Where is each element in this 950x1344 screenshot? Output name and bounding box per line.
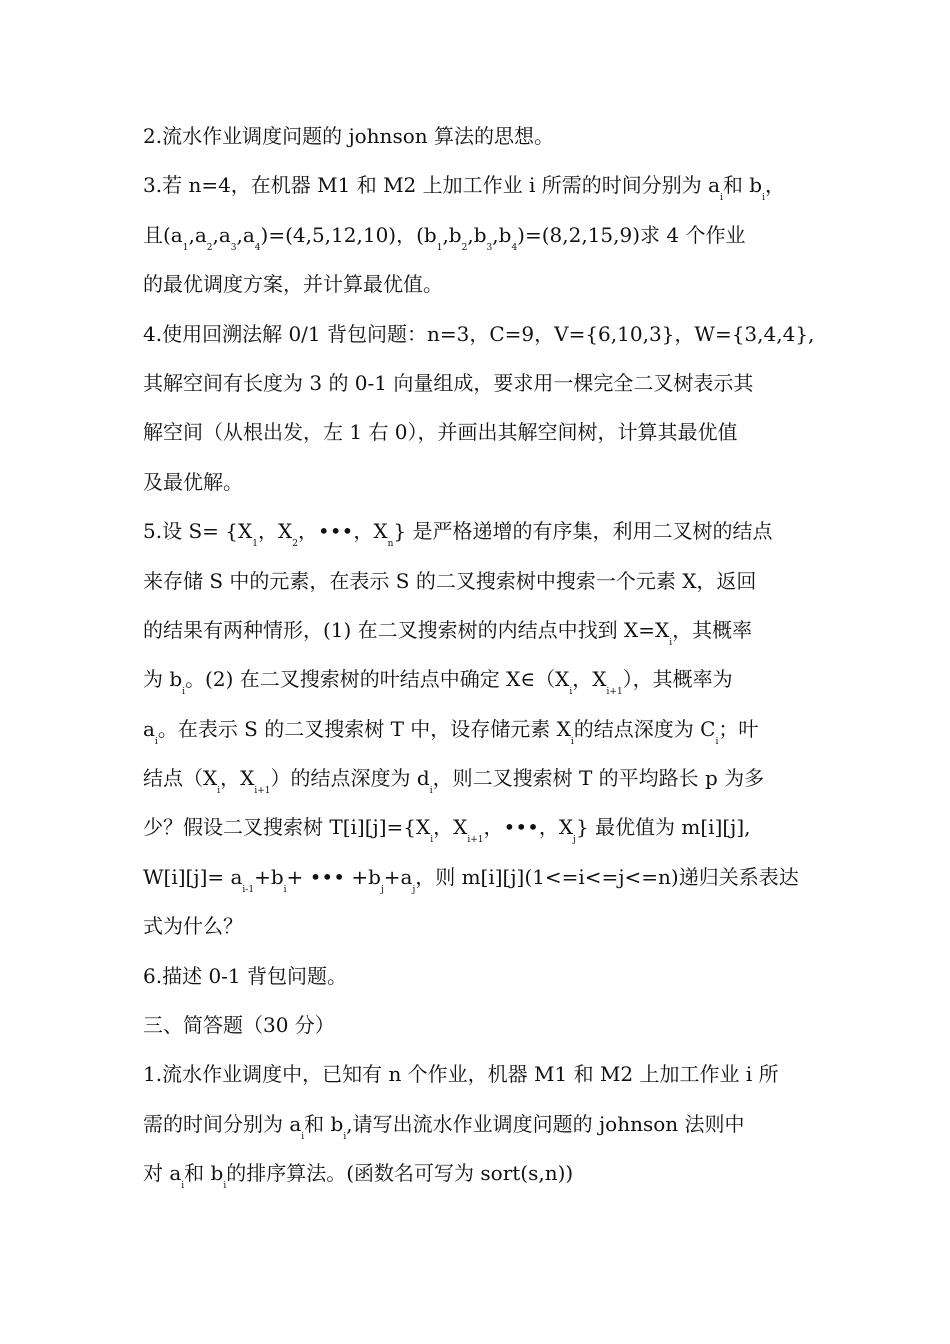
subscript: i xyxy=(181,1181,185,1192)
subscript: 1 xyxy=(182,242,189,253)
text-run: ，X xyxy=(257,519,293,544)
subscript: 3 xyxy=(230,242,237,253)
subscript: i xyxy=(715,736,719,747)
text-line xyxy=(143,655,813,704)
text-line xyxy=(143,211,813,260)
text-run: ,请写出流水作业调度问题的 johnson 法则中 xyxy=(346,1111,745,1136)
subscript: 2 xyxy=(206,242,213,253)
subscript: i xyxy=(569,687,573,698)
text-run: 其解空间有长度为 3 的 0-1 向量组成，要求用一棵完全二叉树表示其 xyxy=(143,370,754,395)
text-run: 对 a xyxy=(143,1161,182,1186)
text-line xyxy=(143,161,813,210)
text-line xyxy=(143,754,813,803)
text-run: ,b xyxy=(442,222,462,247)
text-line xyxy=(143,1050,813,1099)
text-line xyxy=(143,507,813,556)
text-run: 3.若 n=4，在机器 M1 和 M2 上加工作业 i 所需的时间分别为 a xyxy=(143,173,721,198)
text-run: ，其概率 xyxy=(672,617,753,642)
text-run: ,a xyxy=(212,222,231,247)
subscript: i xyxy=(669,637,673,648)
text-run: ，•••，X xyxy=(483,815,574,840)
subscript: i+1 xyxy=(254,786,271,797)
text-run: 的最优调度方案，并计算最优值。 xyxy=(143,272,443,297)
text-run: 的结果有两种情形，(1) 在二叉搜索树的内结点中找到 X=X xyxy=(143,617,670,642)
subscript: i+1 xyxy=(606,687,623,698)
text-run: ，•••，X xyxy=(297,519,388,544)
text-run: } 是严格递增的有序集，利用二叉树的结点 xyxy=(393,519,773,544)
text-run: ,a xyxy=(188,222,207,247)
text-run: 少？假设二叉搜索树 T[i][j]={X xyxy=(143,815,431,840)
text-run: 式为什么？ xyxy=(143,914,243,939)
text-run: 6.描述 0-1 背包问题。 xyxy=(143,963,348,988)
text-run: ，X xyxy=(220,766,255,791)
text-run: ,b xyxy=(492,222,512,247)
subscript: i xyxy=(223,1181,227,1192)
text-run: 的排序算法。(函数名可写为 sort(s,n)) xyxy=(226,1161,574,1186)
subscript: i xyxy=(182,687,186,698)
text-run: 和 b xyxy=(184,1161,224,1186)
text-line xyxy=(143,458,813,507)
text-run: } 最优值为 m[i][j], xyxy=(575,815,751,840)
subscript: j xyxy=(573,835,576,846)
text-run: ，则二叉搜索树 T 的平均路长 p 为多 xyxy=(432,766,765,791)
text-run: ,b xyxy=(467,222,487,247)
text-run: 为 b xyxy=(143,667,183,692)
text-run: ）的结点深度为 d xyxy=(270,766,430,791)
subscript: i-1 xyxy=(242,884,255,895)
text-line xyxy=(143,606,813,655)
subscript: 1 xyxy=(436,242,443,253)
subscript: i xyxy=(429,786,433,797)
subscript: 3 xyxy=(486,242,493,253)
text-line xyxy=(143,705,813,754)
subscript: i xyxy=(343,1131,347,1142)
subscript: 4 xyxy=(511,242,518,253)
text-run: ，X xyxy=(572,667,607,692)
text-run: ，则 m[i][j](1<=i<=j<=n)递归关系表达 xyxy=(415,864,799,889)
text-line xyxy=(143,803,813,852)
text-run: )=(8,2,15,9)求 4 个作业 xyxy=(517,222,746,247)
text-line xyxy=(143,557,813,606)
subscript: 4 xyxy=(254,242,261,253)
subscript: i xyxy=(720,193,723,204)
text-run: ；叶 xyxy=(718,716,759,741)
text-run: + ••• +b xyxy=(286,864,381,889)
text-line xyxy=(143,112,813,161)
text-run: )=(4,5,12,10)，(b xyxy=(260,222,437,247)
text-line xyxy=(143,1100,813,1149)
text-line xyxy=(143,260,813,309)
subscript: j xyxy=(380,884,384,895)
text-run: ），其概率为 xyxy=(622,667,733,692)
text-run: +a xyxy=(383,864,413,889)
text-line xyxy=(143,952,813,1001)
text-run: 需的时间分别为 a xyxy=(143,1111,302,1136)
text-run: a xyxy=(143,716,155,741)
subscript: i+1 xyxy=(467,835,484,846)
text-line xyxy=(143,1149,813,1198)
subscript: i xyxy=(283,884,287,895)
exam-content xyxy=(143,112,813,1199)
subscript: 2 xyxy=(292,539,298,550)
subscript: i xyxy=(301,1131,305,1142)
text-run: 及最优解。 xyxy=(143,469,243,494)
subscript: i xyxy=(217,786,221,797)
text-run: 1.流水作业调度中，已知有 n 个作业，机器 M1 和 M2 上加工作业 i 所 xyxy=(143,1062,779,1087)
text-run: 。(2) 在二叉搜索树的叶结点中确定 X∈（X xyxy=(185,667,570,692)
subscript: i xyxy=(430,835,434,846)
text-run: ， xyxy=(764,173,785,198)
text-run: 和 b xyxy=(722,173,763,198)
subscript: i xyxy=(570,736,574,747)
text-run: 4.使用回溯法解 0/1 背包问题：n=3，C=9，V={6,10,3}，W={3,4,4}, xyxy=(143,321,815,346)
text-run: 三、简答题（30 分） xyxy=(143,1013,335,1038)
text-run: 5.设 S= {X xyxy=(143,519,253,544)
section-heading xyxy=(143,1001,813,1050)
text-run: 结点（X xyxy=(143,766,218,791)
subscript: 2 xyxy=(461,242,468,253)
subscript: i xyxy=(762,193,765,204)
text-run: W[i][j]= a xyxy=(143,864,243,889)
text-line xyxy=(143,902,813,951)
text-line xyxy=(143,359,813,408)
subscript: i xyxy=(154,736,158,747)
text-run: 2.流水作业调度问题的 johnson 算法的思想。 xyxy=(143,124,554,148)
text-run: ，X xyxy=(433,815,468,840)
text-line xyxy=(143,310,813,359)
text-run: 解空间（从根出发，左 1 右 0），并画出其解空间树，计算其最优值 xyxy=(143,420,738,445)
text-run: 来存储 S 中的元素，在表示 S 的二叉搜索树中搜索一个元素 X，返回 xyxy=(143,568,757,593)
text-run: 和 b xyxy=(304,1111,344,1136)
subscript: 1 xyxy=(252,539,258,550)
text-run: ,a xyxy=(236,222,255,247)
text-run: 且(a xyxy=(143,222,183,247)
text-line xyxy=(143,408,813,457)
text-run: 。在表示 S 的二叉搜索树 T 中，设存储元素 X xyxy=(157,716,571,741)
text-line xyxy=(143,853,813,902)
text-run: +b xyxy=(254,864,284,889)
subscript: n xyxy=(387,539,394,550)
subscript: j xyxy=(412,884,416,895)
text-run: 的结点深度为 C xyxy=(573,716,716,741)
